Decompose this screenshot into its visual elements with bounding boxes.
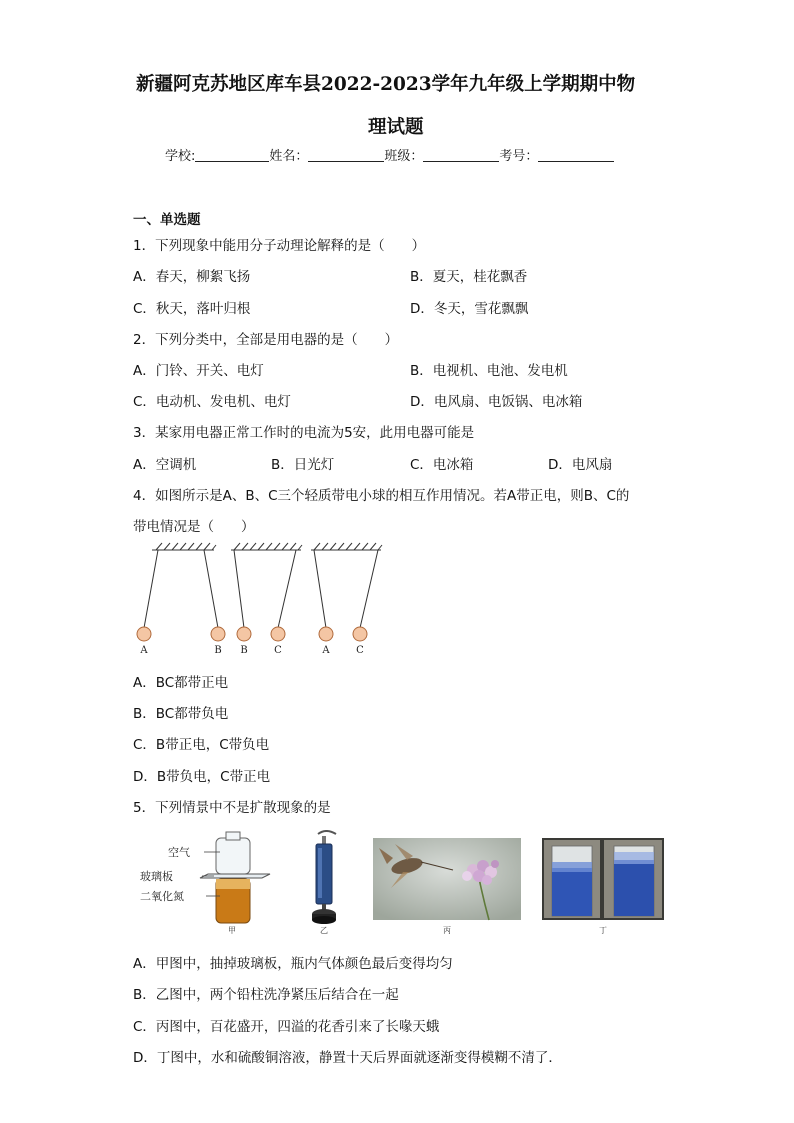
- question-4-option-c[interactable]: C．B带正电，C带负电: [133, 737, 270, 753]
- question-2-option-c[interactable]: C．电动机、发电机、电灯: [133, 394, 291, 410]
- question-3-option-b[interactable]: B．日光灯: [271, 457, 335, 473]
- string-a2: [314, 550, 326, 628]
- question-5-option-b[interactable]: B．乙图中，两个铅柱洗净紧压后结合在一起: [133, 987, 399, 1003]
- copper-sulfate-photo: [542, 838, 664, 934]
- ball-a1: [137, 627, 151, 641]
- charged-balls-figure: [128, 542, 398, 660]
- ceiling-hatch-1: [156, 543, 216, 550]
- ball-label-c1: C: [274, 645, 282, 656]
- question-4-stem-line1: 4．如图所示是A、B、C三个轻质带电小球的相互作用情况。若A带正电，则B、C的: [133, 488, 630, 504]
- name-blank[interactable]: [308, 149, 384, 162]
- ball-c2: [353, 627, 367, 641]
- air-label: 空气: [168, 846, 190, 859]
- section-title: 一、单选题: [133, 212, 201, 228]
- question-1-option-a[interactable]: A．春天，柳絮飞扬: [133, 269, 251, 285]
- question-1-stem: 1．下列现象中能用分子动理论解释的是（ ）: [133, 238, 426, 254]
- ball-label-a2: A: [322, 645, 330, 656]
- question-1-option-d[interactable]: D．冬天，雪花飘飘: [410, 301, 529, 317]
- question-2-stem: 2．下列分类中，全部是用电器的是（ ）: [133, 332, 399, 348]
- string-c2: [360, 550, 378, 628]
- class-blank[interactable]: [423, 149, 499, 162]
- caption-bing: 丙: [443, 926, 451, 934]
- question-1-option-c[interactable]: C．秋天，落叶归根: [133, 301, 251, 317]
- question-4-stem-line2: 带电情况是（ ）: [133, 519, 255, 535]
- no2-label: 二氧化氮: [140, 890, 184, 903]
- question-2-option-a[interactable]: A．门铃、开关、电灯: [133, 363, 264, 379]
- ceiling-hatch-3: [314, 543, 382, 550]
- question-3-option-a[interactable]: A．空调机: [133, 457, 197, 473]
- exam-number-label: 考号：: [499, 149, 539, 164]
- string-c1: [278, 550, 296, 628]
- exam-number-blank[interactable]: [538, 149, 614, 162]
- string-a1: [144, 550, 158, 628]
- question-3-stem: 3．某家用电器正常工作时的电流为5安，此用电器可能是: [133, 425, 475, 441]
- question-4-option-d[interactable]: D．B带负电，C带正电: [133, 769, 271, 785]
- ball-a2: [319, 627, 333, 641]
- question-5-stem: 5．下列情景中不是扩散现象的是: [133, 800, 331, 816]
- question-5-option-c[interactable]: C．丙图中，百花盛开，四溢的花香引来了长喙天蛾: [133, 1019, 440, 1035]
- lead-cylinder-figure: [296, 830, 356, 934]
- question-5-option-d[interactable]: D．丁图中，水和硫酸铜溶液，静置十天后界面就逐渐变得模糊不清了．: [133, 1050, 562, 1066]
- name-label: 姓名：: [269, 149, 309, 164]
- school-label: 学校:: [165, 149, 196, 164]
- ball-label-b2: B: [240, 645, 248, 656]
- question-2-option-b[interactable]: B．电视机、电池、发电机: [410, 363, 568, 379]
- glass-plate-label: 玻璃板: [140, 870, 173, 883]
- page-title-line2: 理试题: [368, 117, 424, 138]
- string-b2: [234, 550, 244, 628]
- diffusion-jar-figure: [140, 830, 275, 934]
- ball-label-a1: A: [140, 645, 148, 656]
- ball-c1: [271, 627, 285, 641]
- question-4-option-b[interactable]: B．BC都带负电: [133, 706, 229, 722]
- question-3-option-c[interactable]: C．电冰箱: [410, 457, 474, 473]
- page-title-line1: 新疆阿克苏地区库车县2022-2023学年九年级上学期期中物: [136, 74, 636, 95]
- question-1-option-b[interactable]: B．夏天，桂花飘香: [410, 269, 528, 285]
- class-label: 班级：: [384, 149, 424, 164]
- string-b1: [204, 550, 218, 628]
- hawk-moth-photo: [373, 838, 521, 934]
- question-2-option-d[interactable]: D．电风扇、电饭锅、电冰箱: [410, 394, 583, 410]
- ball-label-c2: C: [356, 645, 364, 656]
- school-blank[interactable]: [195, 149, 269, 162]
- caption-jia: 甲: [228, 926, 236, 934]
- ball-b1: [211, 627, 225, 641]
- student-info-row: [165, 145, 614, 164]
- ceiling-hatch-2: [234, 543, 302, 550]
- question-4-option-a[interactable]: A．BC都带正电: [133, 675, 229, 691]
- ball-b2: [237, 627, 251, 641]
- caption-yi: 乙: [320, 926, 328, 934]
- ball-label-b1: B: [214, 645, 222, 656]
- caption-ding: 丁: [599, 926, 607, 934]
- question-3-option-d[interactable]: D．电风扇: [548, 457, 613, 473]
- question-5-option-a[interactable]: A．甲图中，抽掉玻璃板，瓶内气体颜色最后变得均匀: [133, 956, 453, 972]
